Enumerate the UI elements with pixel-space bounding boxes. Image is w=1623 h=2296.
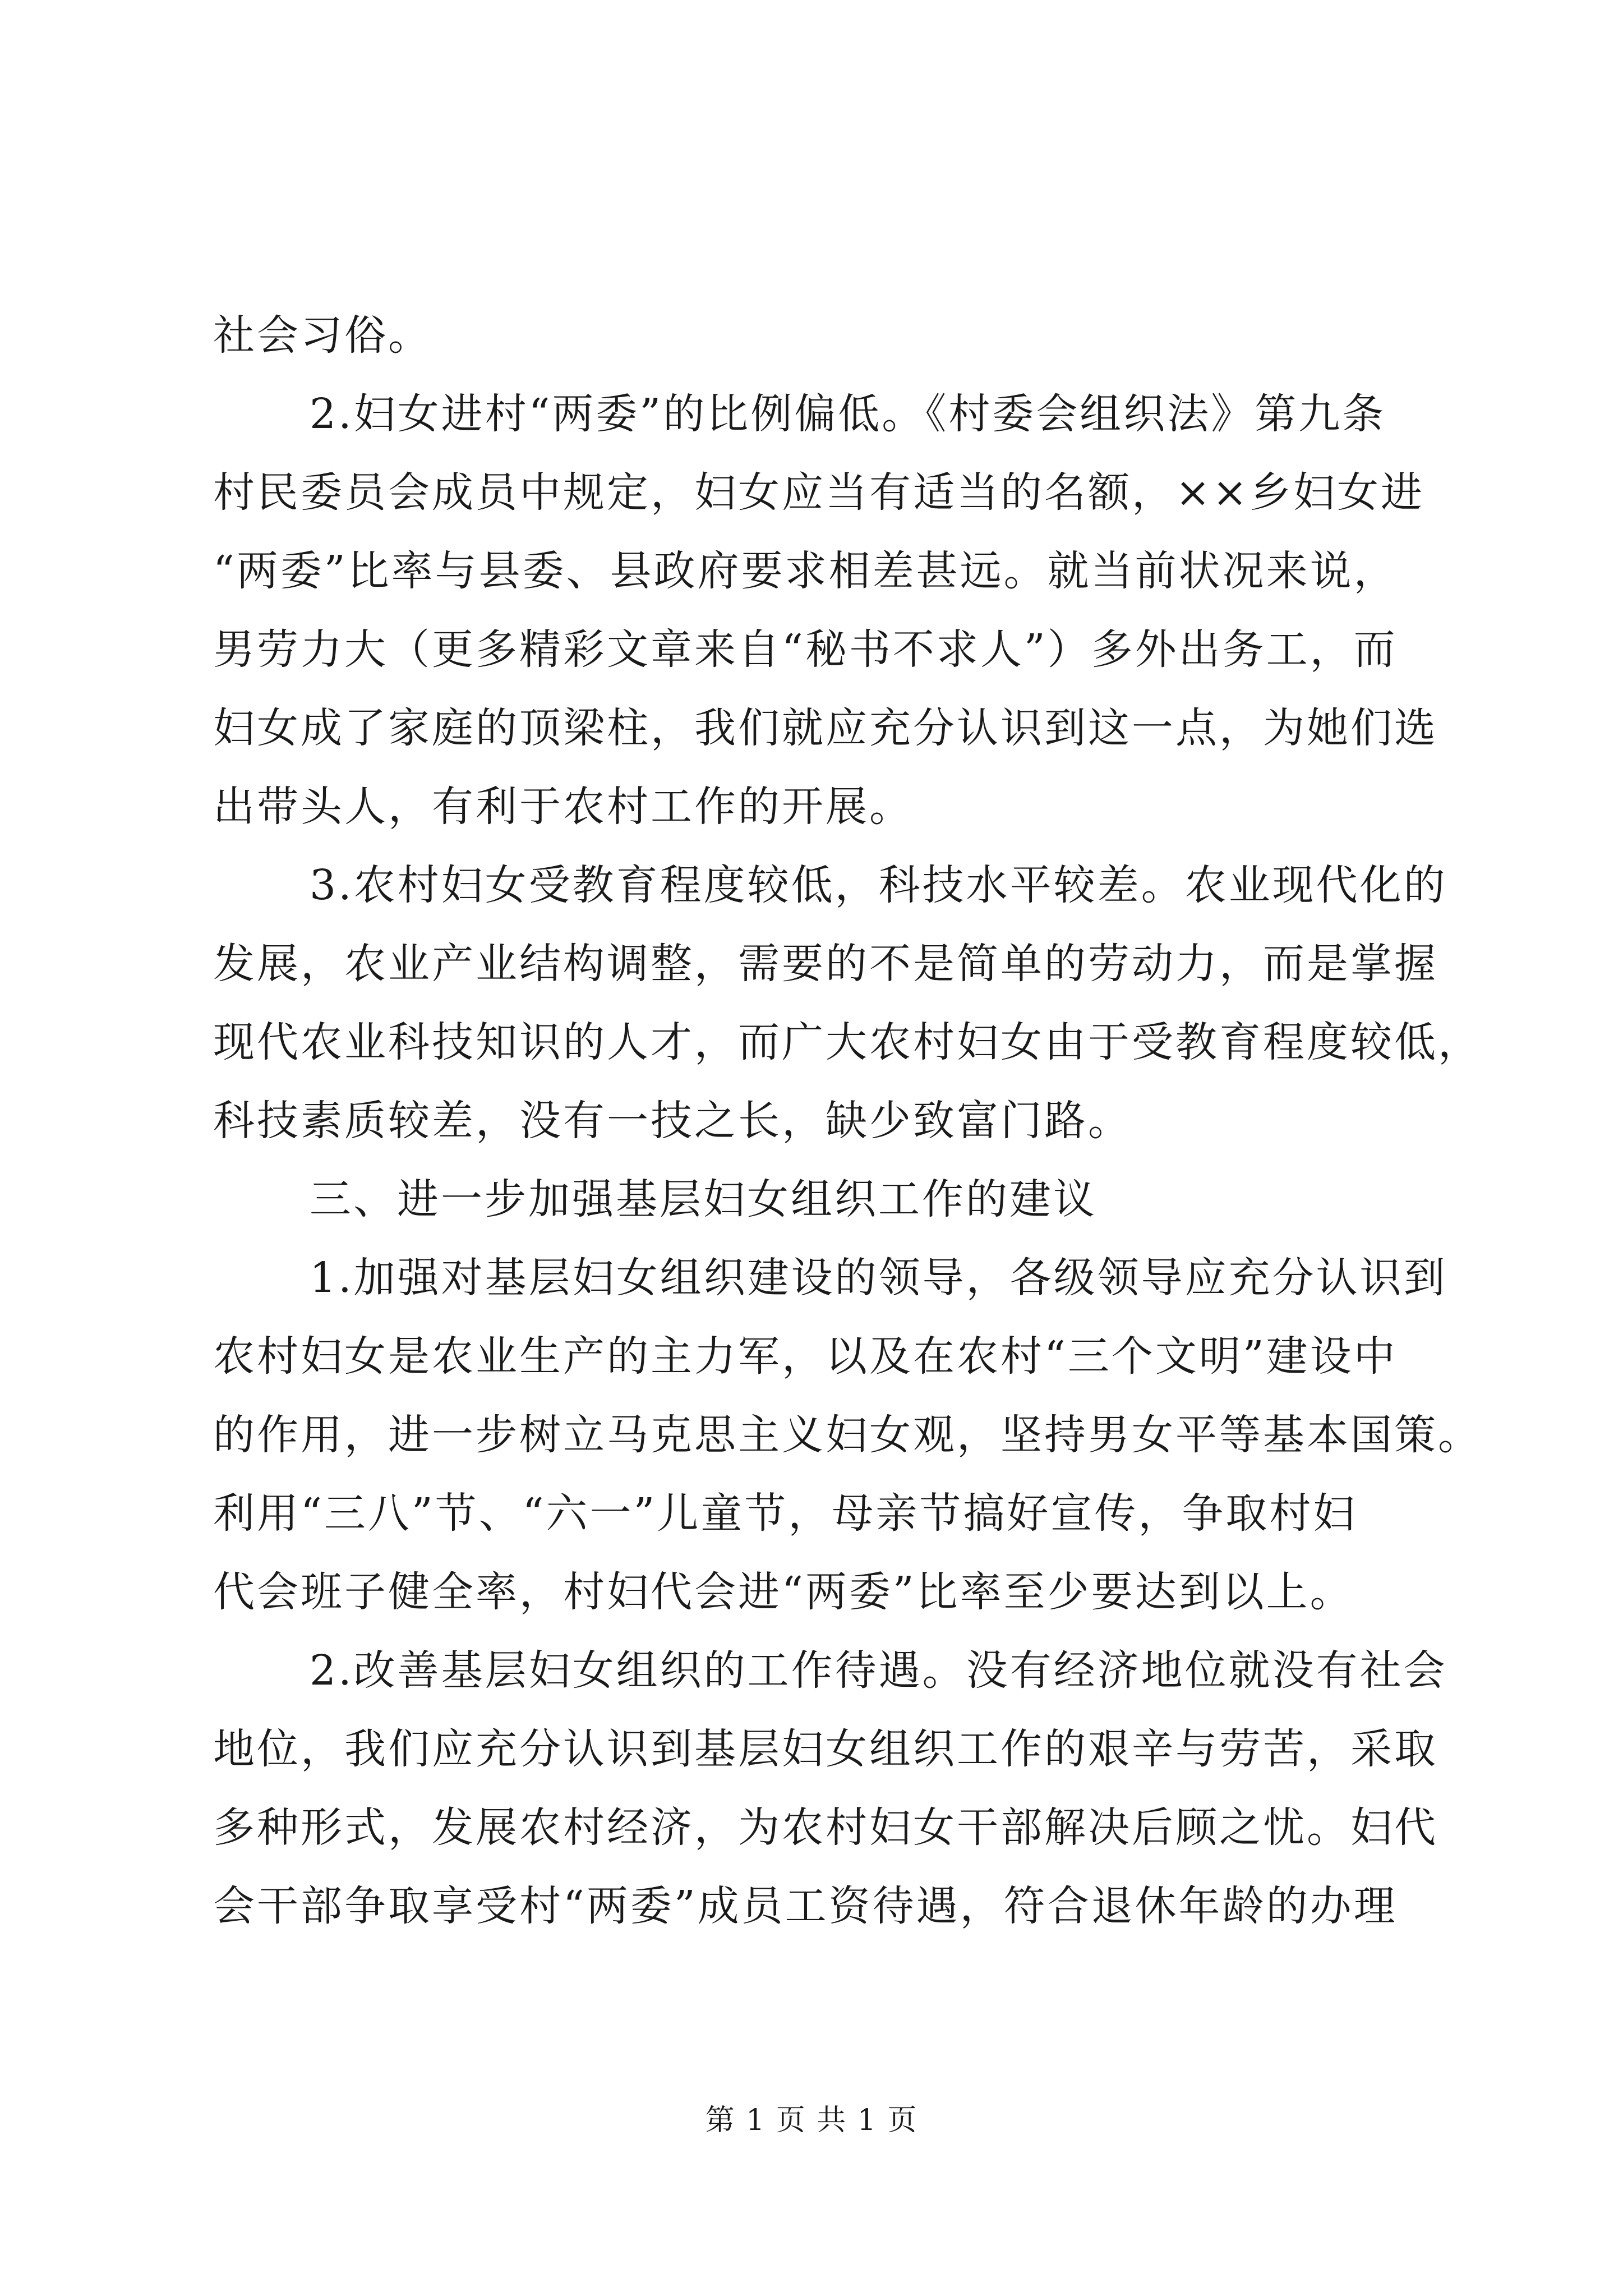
text-line: 男劳力大（更多精彩文章来自“秘书不求人”）多外出务工，而: [213, 625, 1398, 674]
text-line: 妇女成了家庭的顶梁柱，我们就应充分认识到这一点，为她们选: [213, 704, 1438, 752]
text-line: 2.改善基层妇女组织的工作待遇。没有经济地位就没有社会: [310, 1646, 1447, 1695]
text-line: 地位，我们应充分认识到基层妇女组织工作的艰辛与劳苦，采取: [213, 1725, 1438, 1773]
section-heading: 三、进一步加强基层妇女组织工作的建议: [310, 1175, 1097, 1223]
text-line: 出带头人，有利于农村工作的开展。: [213, 783, 913, 831]
text-line: 现代农业科技知识的人才，而广大农村妇女由于受教育程度较低，: [213, 1018, 1482, 1066]
text-line: 1.加强对基层妇女组织建设的领导，各级领导应充分认识到: [310, 1254, 1447, 1302]
text-line: 3.农村妇女受教育程度较低，科技水平较差。农业现代化的: [310, 861, 1447, 909]
text-line: 村民委员会成员中规定，妇女应当有适当的名额，××乡妇女进: [213, 468, 1425, 517]
text-line: 社会习俗。: [213, 311, 432, 360]
text-line: 发展，农业产业结构调整，需要的不是简单的劳动力，而是掌握: [213, 940, 1438, 988]
page-number-footer: 第 1 页 共 1 页: [705, 2104, 918, 2137]
text-line: 农村妇女是农业生产的主力军，以及在农村“三个文明”建设中: [213, 1332, 1398, 1381]
text-line: “两委”比率与县委、县政府要求相差甚远。就当前状况来说，: [213, 547, 1398, 595]
text-line: 多种形式，发展农村经济，为农村妇女干部解决后顾之忧。妇代: [213, 1803, 1438, 1852]
text-line: 代会班子健全率，村妇代会进“两委”比率至少要达到以上。: [213, 1568, 1354, 1616]
text-line: 利用“三八”节、“六一”儿童节，母亲节搞好宣传，争取村妇: [213, 1489, 1357, 1538]
text-line: 2.妇女进村“两委”的比例偏低。《村委会组织法》第九条: [310, 390, 1386, 438]
text-line: 会干部争取享受村“两委”成员工资待遇，符合退休年龄的办理: [213, 1882, 1398, 1930]
text-line: 的作用，进一步树立马克思主义妇女观，坚持男女平等基本国策。: [213, 1411, 1482, 1459]
text-line: 科技素质较差，没有一技之长，缺少致富门路。: [213, 1097, 1132, 1145]
